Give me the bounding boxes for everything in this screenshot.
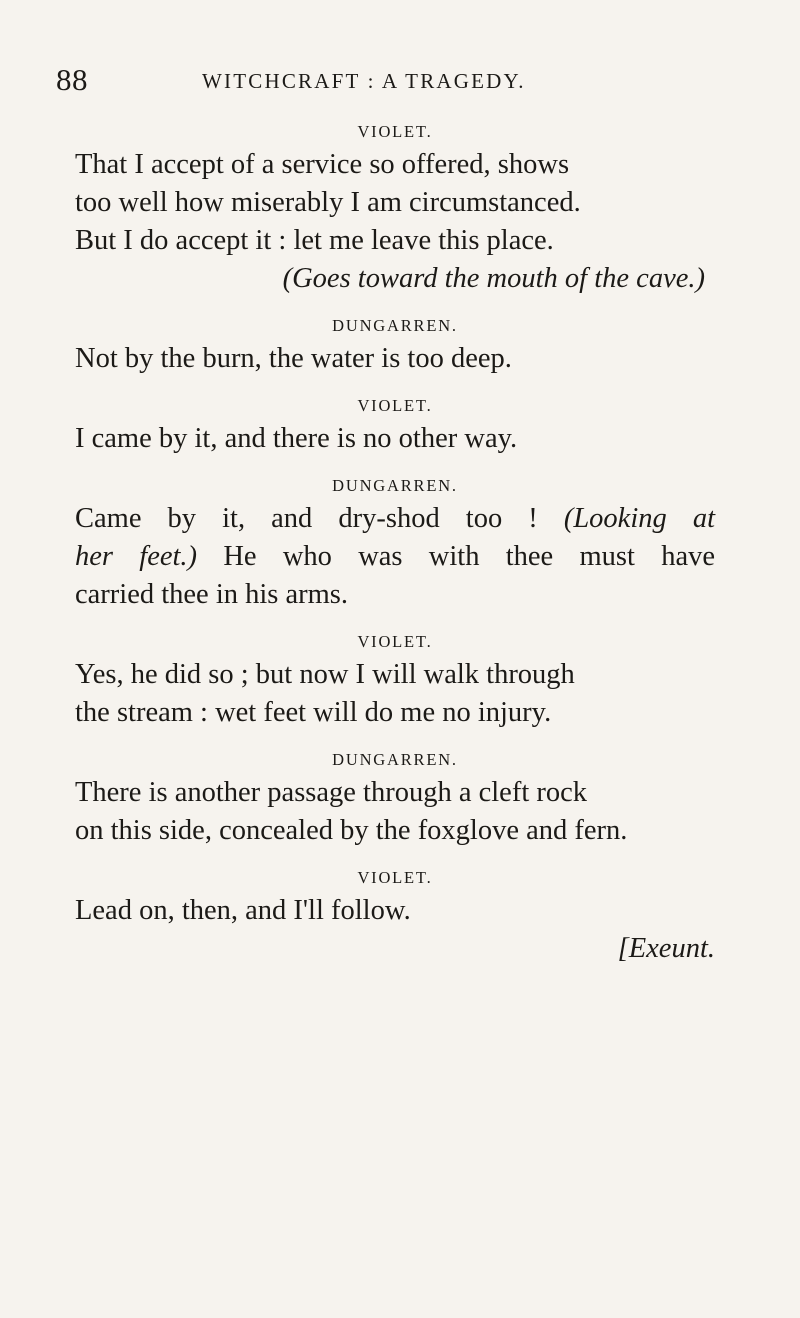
- speech-line: on this side, concealed by the foxglove and fern.: [75, 815, 628, 846]
- speaker-name: VIOLET.: [357, 122, 433, 141]
- stage-direction: (Looking at: [563, 503, 715, 534]
- speech-line: Not by the burn, the water is too deep.: [75, 343, 512, 374]
- running-title: WITCHCRAFT : A TRAGEDY.: [202, 69, 526, 93]
- speech-text: He who was with thee must have: [223, 541, 715, 572]
- stage-direction: (Goes toward the mouth of the cave.): [282, 263, 705, 294]
- speech-line: Lead on, then, and I'll follow.: [75, 895, 411, 926]
- speech-line: the stream : wet feet will do me no injury.: [75, 697, 552, 728]
- speech-line: That I accept of a service so offered, shows: [75, 149, 570, 180]
- speech-line: But I do accept it : let me leave this place.: [75, 225, 554, 256]
- speech-text: Came by it, and dry-shod too !: [75, 503, 538, 534]
- speaker-name: VIOLET.: [357, 868, 433, 887]
- speaker-name: VIOLET.: [357, 396, 433, 415]
- speaker-name: VIOLET.: [357, 632, 433, 651]
- speech-line: [75, 538, 715, 576]
- speech-line: [75, 500, 715, 538]
- page-number: 88: [56, 62, 88, 97]
- speech-line: carried thee in his arms.: [75, 579, 349, 610]
- running-head: [56, 62, 746, 102]
- speech-line: There is another passage through a cleft rock: [75, 777, 587, 808]
- speech-line: Yes, he did so ; but now I will walk through: [75, 659, 575, 690]
- play-text: [75, 118, 715, 968]
- speech-line: too well how miserably I am circumstanced.: [75, 187, 581, 218]
- speaker-name: DUNGARREN.: [332, 316, 458, 335]
- speaker-name: DUNGARREN.: [332, 476, 458, 495]
- stage-direction: her feet.): [75, 541, 198, 572]
- exit-direction: [Exeunt.: [617, 933, 715, 964]
- speech-line: I came by it, and there is no other way.: [75, 423, 518, 454]
- speaker-name: DUNGARREN.: [332, 750, 458, 769]
